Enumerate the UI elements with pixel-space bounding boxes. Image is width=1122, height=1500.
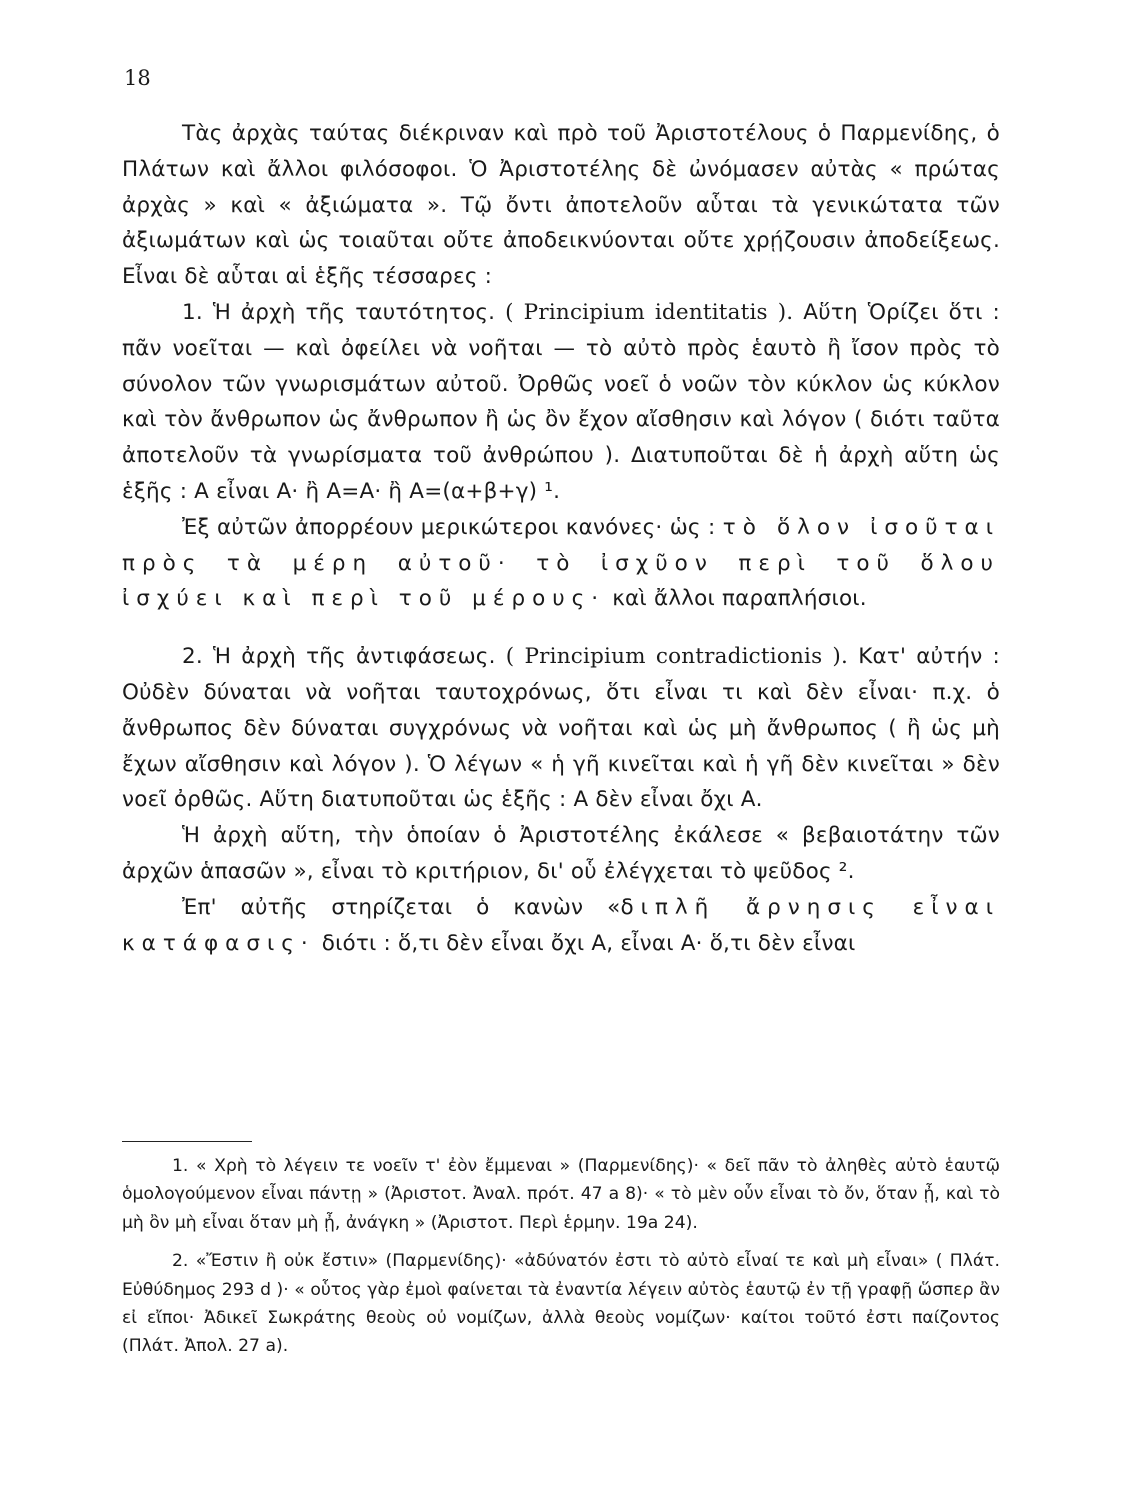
footnote-2: 2. «Ἔστιν ἢ οὐκ ἔστιν» (Παρμενίδης)· «ἀδύνατόν ἐστι τὸ αὐτὸ εἶναί τε καὶ μὴ εἶναι» ( Πλάτ. Εὐθύδημος 293 d )· « οὗτος γὰρ ἐμοὶ φαίνεται τὰ ἐναντία λέγειν αὐτὸς ἑαυτῷ ἐν τῇ γραφῇ ὥσπερ ἂν εἰ εἴποι· Ἀδικεῖ Σωκράτης θεοὺς οὐ νομίζων, ἀλλὰ θεοὺς νομίζων· καίτοι τοῦτό ἐστι παίζοντος (Πλάτ. Ἀπολ. 27 a).: [122, 1251, 1000, 1357]
footnote-1: 1. « Χρὴ τὸ λέγειν τε νοεῖν τ' ἐὸν ἔμμεναι » (Παρμενίδης)· « δεῖ πᾶν τὸ ἀληθὲς αὐτὸ ἑαυτῷ ὁμολογούμενον εἶναι πάντῃ » (Ἀριστοτ. Ἀναλ. πρότ. 47 a 8)· « τὸ μὲν οὖν εἶναι τὸ ὄν, ὅταν ᾖ, καὶ τὸ μὴ ὂν μὴ εἶναι ὅταν μὴ ᾖ, ἀνάγκη » (Ἀριστοτ. Περὶ ἑρμην. 19a 24).: [122, 1156, 1000, 1233]
principle-contradiction-heading: 2. Ἡ ἀρχὴ τῆς ἀντιφάσεως.: [182, 644, 496, 670]
double-negation-reason: διότι : ὅ,τι δὲν εἶναι ὄχι Α, εἶναι Α· ὅ,τι δὲν εἶναι: [321, 930, 856, 956]
principle-identity-heading: 1. Ἡ ἀρχὴ τῆς ταυτότητος.: [182, 299, 496, 325]
derived-rules-end: καὶ ἄλλοι παραπλήσιοι.: [612, 586, 867, 612]
principle-identity-latin: ( Principium identitatis ).: [505, 299, 794, 325]
intro-paragraph: Τὰς ἀρχὰς ταύτας διέκριναν καὶ πρὸ τοῦ Ἀριστοτέλους ὁ Παρμενίδης, ὁ Πλάτων καὶ ἄλλοι φιλόσοφοι. Ὁ Ἀριστοτέλης δὲ ὠνόμασεν αὐτὰς « πρώτας ἀρχὰς » καὶ « ἀξιώματα ». Τῷ ὄντι ἀποτελοῦν αὗται τὰ γενικώτατα τῶν ἀξιωμάτων καὶ ὡς τοιαῦται οὔτε ἀποδεικνύονται οὔτε χρῄζουσιν ἀποδείξεως. Εἶναι δὲ αὗται αἱ ἑξῆς τέσσαρες :: [122, 121, 1000, 290]
derived-rules-intro: Ἐξ αὐτῶν ἀπορρέουν μερικώτεροι κανόνες· ὡς :: [182, 514, 716, 540]
double-negation-paragraph: [122, 890, 1000, 962]
main-text: [122, 116, 1000, 961]
principle-identity-lead: Αὕτη: [803, 299, 858, 325]
principle-contradiction-body: Κατ' αὐτήν : Οὐδὲν δύναται νὰ νοῆται ταυτοχρόνως, ὅτι εἶναι τι καὶ δὲν εἶναι· π.χ. ὁ ἄνθρωπος δὲν δύναται συγχρόνως νὰ νοῆται καὶ ὡς μὴ ἄνθρωπος ( ἢ ὡς μὴ ἔχων αἴσθησιν καὶ λόγον ). Ὁ λέγων « ἡ γῆ κινεῖται καὶ ἡ γῆ δὲν κινεῖται » δὲν νοεῖ ὀρθῶς. Αὕτη διατυποῦται ὡς ἑξῆς : Α δὲν εἶναι ὄχι Α.: [122, 644, 1000, 813]
aristotle-paragraph: Ἡ ἀρχὴ αὕτη, τὴν ὁποίαν ὁ Ἀριστοτέλης ἐκάλεσε « βεβαιοτάτην τῶν ἀρχῶν ἁπασῶν », εἶναι τὸ κριτήριον, δι' οὗ ἐλέγχεται τὸ ψεῦδος ².: [122, 823, 1000, 884]
page-number: 18: [124, 66, 151, 90]
footnotes: [122, 1152, 1000, 1361]
double-negation-intro: Ἐπ' αὐτῆς στηρίζεται ὁ κανὼν «: [182, 894, 621, 920]
footnote-divider: [122, 1141, 252, 1142]
principle-identity-body: Ὁρίζει ὅτι : πᾶν νοεῖται — καὶ ὀφείλει νὰ νοῆται — τὸ αὐτὸ πρὸς ἑαυτὸ ἢ ἴσον πρὸς τὸ σύνολον τῶν γνωρισμάτων αὐτοῦ. Ὀρθῶς νοεῖ ὁ νοῶν τὸν κύκλον ὡς κύκλον καὶ τὸν ἄνθρωπον ὡς ἄνθρωπον ἢ ὡς ὂν ἔχον αἴσθησιν καὶ λόγον ( διότι ταῦτα ἀποτελοῦν τὰ γνωρίσματα τοῦ ἀνθρώπου ). Διατυποῦται δὲ ἡ ἀρχὴ αὕτη ὡς ἑξῆς : Α εἶναι Α· ἢ Α=Α· ἢ Α=(α+β+γ) ¹.: [122, 299, 1000, 504]
principle-contradiction-latin: ( Principium contradictionis ).: [505, 644, 849, 670]
double-negation-rule: διπλῆ ἄρνησις εἶναι κατάφασις·: [122, 894, 1000, 956]
principle-contradiction-heading-line: [122, 639, 1000, 818]
principle-identity-paragraph: [122, 295, 1000, 510]
derived-rules-spaced: τὸ ὅλον ἰσοῦται πρὸς τὰ μέρη αὐτοῦ· τὸ ἰσχῦον περὶ τοῦ ὅλου ἰσχύει καὶ περὶ τοῦ μέρους·: [122, 514, 1000, 612]
derived-rules-paragraph: [122, 510, 1000, 617]
